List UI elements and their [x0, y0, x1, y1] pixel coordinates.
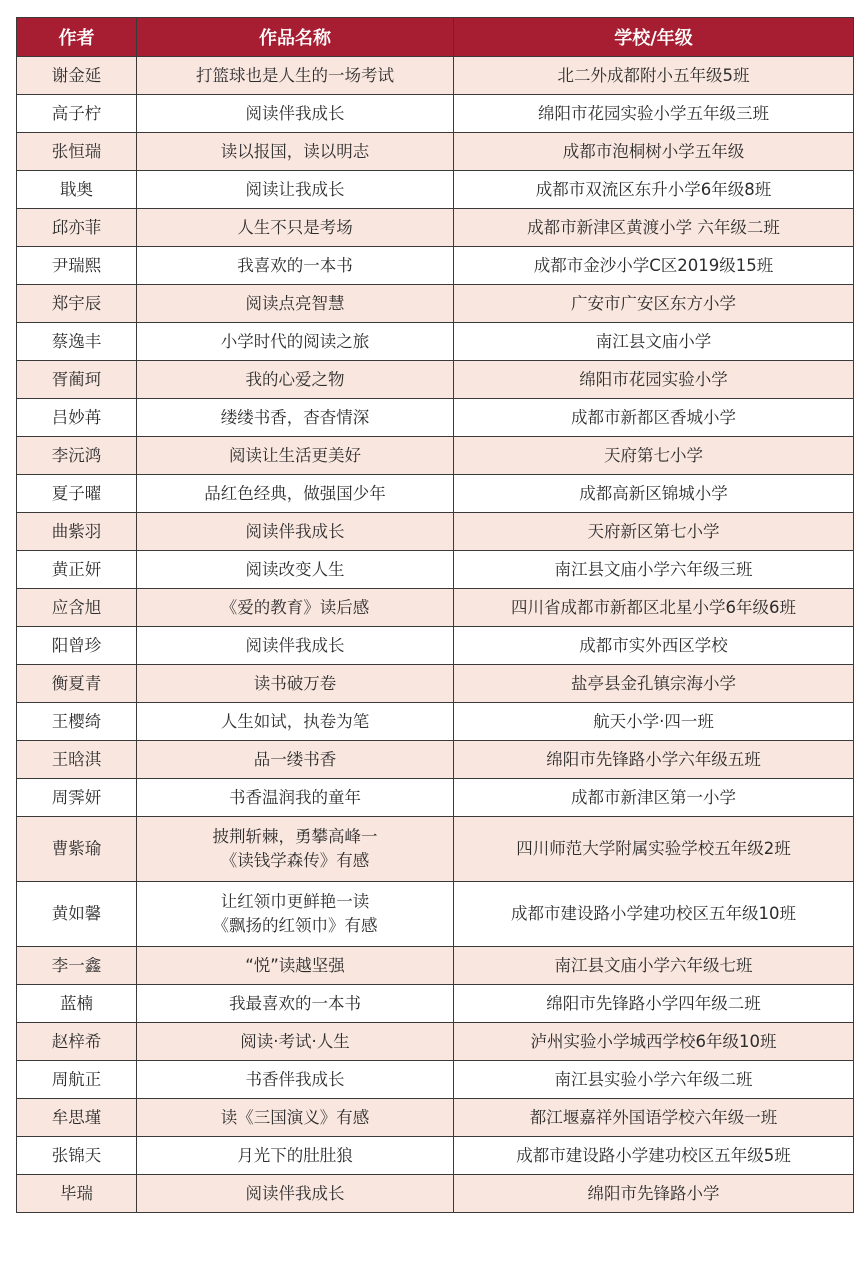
title-line: 月光下的肚肚狼: [237, 1145, 353, 1165]
title-line: 《读钱学森传》有感: [220, 851, 370, 870]
school-cell: 南江县文庙小学: [454, 323, 854, 361]
title-line: 我的心爱之物: [245, 369, 345, 389]
table-row: [17, 95, 854, 133]
author-cell: 周航正: [17, 1061, 137, 1099]
title-line: 阅读伴我成长: [245, 635, 345, 655]
school-cell: 北二外成都附小五年级5班: [454, 57, 854, 95]
school-cell: 成都市新都区香城小学: [454, 399, 854, 437]
title-line: 缕缕书香，杳杳情深: [220, 407, 370, 427]
school-cell: 泸州实验小学城西学校6年级10班: [454, 1023, 854, 1061]
title-cell: [137, 817, 454, 882]
school-cell: 绵阳市先锋路小学六年级五班: [454, 741, 854, 779]
title-cell: [137, 209, 454, 247]
title-line: 《飘扬的红领巾》有感: [212, 916, 378, 935]
title-line: 人生不只是考场: [237, 217, 353, 237]
table-row: [17, 513, 854, 551]
title-line: 读以报国，读以明志: [220, 141, 370, 161]
school-cell: 成都市建设路小学建功校区五年级10班: [454, 882, 854, 947]
author-cell: 蔡逸丰: [17, 323, 137, 361]
school-cell: 绵阳市花园实验小学: [454, 361, 854, 399]
author-cell: 戢奥: [17, 171, 137, 209]
author-cell: 夏子曜: [17, 475, 137, 513]
title-line: 《爱的教育》读后感: [220, 597, 370, 617]
school-cell: 成都市金沙小学C区2019级15班: [454, 247, 854, 285]
school-cell: 盐亭县金孔镇宗海小学: [454, 665, 854, 703]
school-cell: 成都市实外西区学校: [454, 627, 854, 665]
author-cell: 牟思瑾: [17, 1099, 137, 1137]
table-row: [17, 703, 854, 741]
table-row: [17, 361, 854, 399]
title-cell: [137, 1099, 454, 1137]
author-cell: 阳曾珍: [17, 627, 137, 665]
author-cell: 郑宇辰: [17, 285, 137, 323]
title-line: 小学时代的阅读之旅: [220, 331, 370, 351]
school-cell: 南江县文庙小学六年级七班: [454, 947, 854, 985]
table-row: [17, 285, 854, 323]
author-cell: 黄正妍: [17, 551, 137, 589]
title-line: 品一缕书香: [253, 749, 337, 769]
table-row: [17, 589, 854, 627]
author-cell: 张锦天: [17, 1137, 137, 1175]
table-row: [17, 1061, 854, 1099]
title-line: 读书破万卷: [253, 673, 337, 693]
title-cell: [137, 95, 454, 133]
table-row: [17, 1175, 854, 1213]
title-cell: [137, 475, 454, 513]
title-cell: [137, 513, 454, 551]
author-cell: 尹瑞熙: [17, 247, 137, 285]
title-cell: [137, 741, 454, 779]
title-line: 阅读伴我成长: [245, 521, 345, 541]
title-line: 阅读伴我成长: [245, 1183, 345, 1203]
table-row: [17, 247, 854, 285]
title-cell: [137, 285, 454, 323]
author-cell: 王樱绮: [17, 703, 137, 741]
header-school: 学校/年级: [454, 18, 854, 57]
title-line: 我喜欢的一本书: [237, 255, 353, 275]
author-cell: 高子柠: [17, 95, 137, 133]
author-cell: 衡夏青: [17, 665, 137, 703]
author-cell: 应含旭: [17, 589, 137, 627]
school-cell: 成都市建设路小学建功校区五年级5班: [454, 1137, 854, 1175]
title-cell: [137, 985, 454, 1023]
school-cell: 四川师范大学附属实验学校五年级2班: [454, 817, 854, 882]
title-line: 书香温润我的童年: [229, 787, 361, 807]
table-row: [17, 882, 854, 947]
author-cell: 王晗淇: [17, 741, 137, 779]
title-cell: [137, 133, 454, 171]
table-row: [17, 947, 854, 985]
table-row: [17, 741, 854, 779]
title-cell: [137, 1175, 454, 1213]
title-cell: [137, 1023, 454, 1061]
school-cell: 天府第七小学: [454, 437, 854, 475]
author-cell: 黄如馨: [17, 882, 137, 947]
table-row: [17, 399, 854, 437]
title-cell: [137, 247, 454, 285]
table-row: [17, 551, 854, 589]
school-cell: 成都市新津区黄渡小学 六年级二班: [454, 209, 854, 247]
table-row: [17, 817, 854, 882]
title-line: 阅读·考试·人生: [240, 1031, 350, 1051]
school-cell: 南江县实验小学六年级二班: [454, 1061, 854, 1099]
school-cell: 航天小学·四一班: [454, 703, 854, 741]
title-cell: [137, 665, 454, 703]
title-line: 我最喜欢的一本书: [229, 993, 361, 1013]
title-cell: [137, 947, 454, 985]
author-cell: 吕妙苒: [17, 399, 137, 437]
author-cell: 李一鑫: [17, 947, 137, 985]
author-cell: 谢金延: [17, 57, 137, 95]
author-cell: 毕瑞: [17, 1175, 137, 1213]
school-cell: 成都高新区锦城小学: [454, 475, 854, 513]
title-cell: [137, 323, 454, 361]
table-row: [17, 209, 854, 247]
school-cell: 都江堰嘉祥外国语学校六年级一班: [454, 1099, 854, 1137]
table-row: [17, 1099, 854, 1137]
author-cell: 胥蔺珂: [17, 361, 137, 399]
school-cell: 成都市双流区东升小学6年级8班: [454, 171, 854, 209]
title-line: 阅读点亮智慧: [245, 293, 345, 313]
school-cell: 南江县文庙小学六年级三班: [454, 551, 854, 589]
title-line: 品红色经典，做强国少年: [204, 483, 386, 503]
table-row: [17, 437, 854, 475]
table-row: [17, 1023, 854, 1061]
award-table: [16, 17, 854, 1213]
table-row: [17, 985, 854, 1023]
author-cell: 曹紫瑜: [17, 817, 137, 882]
school-cell: 广安市广安区东方小学: [454, 285, 854, 323]
title-cell: [137, 437, 454, 475]
title-line: 阅读让生活更美好: [229, 445, 361, 465]
school-cell: 四川省成都市新都区北星小学6年级6班: [454, 589, 854, 627]
table-row: [17, 627, 854, 665]
table-row: [17, 665, 854, 703]
table-row: [17, 323, 854, 361]
table-row: [17, 133, 854, 171]
title-cell: [137, 882, 454, 947]
title-line: 书香伴我成长: [245, 1069, 345, 1089]
author-cell: 张恒瑞: [17, 133, 137, 171]
title-cell: [137, 589, 454, 627]
title-cell: [137, 1137, 454, 1175]
title-cell: [137, 627, 454, 665]
title-cell: [137, 171, 454, 209]
title-cell: [137, 399, 454, 437]
table-row: [17, 779, 854, 817]
school-cell: 绵阳市先锋路小学: [454, 1175, 854, 1213]
table-row: [17, 171, 854, 209]
title-cell: [137, 703, 454, 741]
title-line: 阅读让我成长: [245, 179, 345, 199]
title-cell: [137, 57, 454, 95]
school-cell: 天府新区第七小学: [454, 513, 854, 551]
title-cell: [137, 779, 454, 817]
title-line: 让红领巾更鲜艳一读: [220, 892, 370, 911]
school-cell: 绵阳市先锋路小学四年级二班: [454, 985, 854, 1023]
table-row: [17, 57, 854, 95]
author-cell: 曲紫羽: [17, 513, 137, 551]
title-line: 读《三国演义》有感: [220, 1107, 370, 1127]
title-line: 披荆斩棘，勇攀高峰一: [212, 827, 378, 846]
table-row: [17, 1137, 854, 1175]
school-cell: 成都市泡桐树小学五年级: [454, 133, 854, 171]
title-cell: [137, 1061, 454, 1099]
school-cell: 成都市新津区第一小学: [454, 779, 854, 817]
title-cell: [137, 551, 454, 589]
table-body: [17, 57, 854, 1213]
title-line: 打篮球也是人生的一场考试: [196, 65, 394, 85]
school-cell: 绵阳市花园实验小学五年级三班: [454, 95, 854, 133]
title-cell: [137, 361, 454, 399]
header-title: 作品名称: [137, 18, 454, 57]
author-cell: 周霁妍: [17, 779, 137, 817]
title-line: 阅读伴我成长: [245, 103, 345, 123]
author-cell: 邱亦菲: [17, 209, 137, 247]
title-line: 人生如试，执卷为笔: [220, 711, 370, 731]
title-line: “悦”读越坚强: [245, 955, 345, 975]
author-cell: 李沅鸿: [17, 437, 137, 475]
header-row: [17, 18, 854, 57]
author-cell: 蓝楠: [17, 985, 137, 1023]
header-author: 作者: [17, 18, 137, 57]
title-line: 阅读改变人生: [245, 559, 345, 579]
table-row: [17, 475, 854, 513]
author-cell: 赵梓希: [17, 1023, 137, 1061]
